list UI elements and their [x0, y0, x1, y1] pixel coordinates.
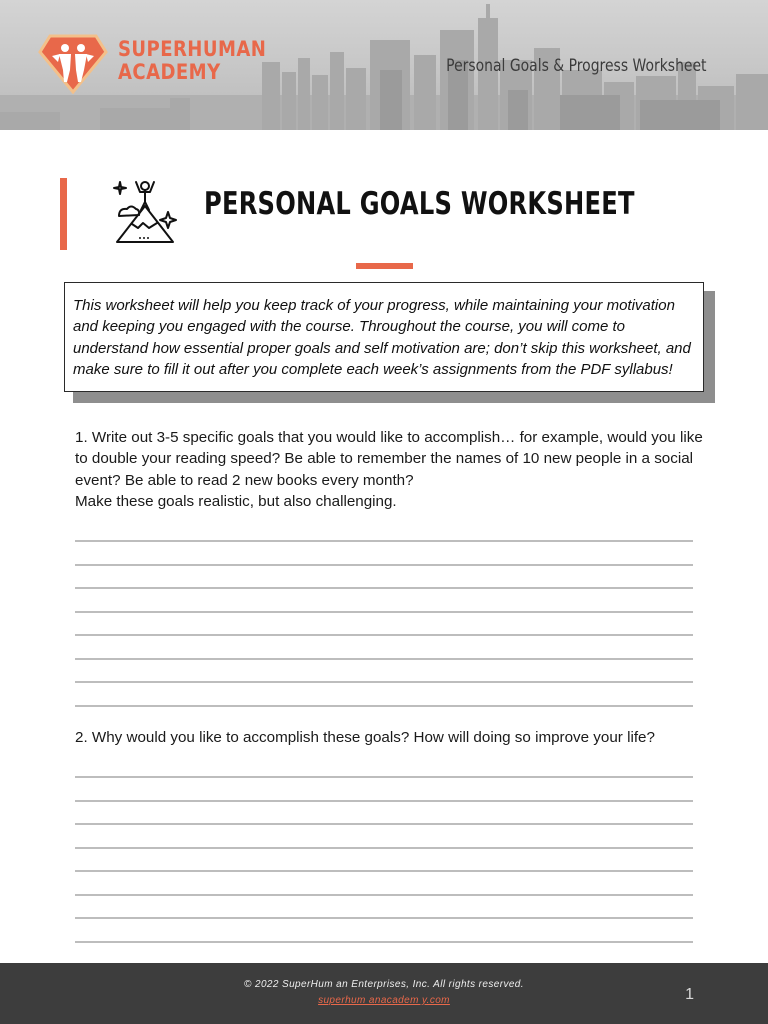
footer — [0, 963, 768, 1024]
header-banner — [0, 0, 768, 130]
answer-line[interactable] — [75, 587, 693, 589]
answer-line[interactable] — [75, 658, 693, 660]
question-1-text: 1. Write out 3-5 specific goals that you would like to accomplish… for example, would you like to double your reading speed? Be able to remember the names of 10 new people in a social event? Be able to read 2 new books every month? — [75, 429, 703, 489]
superhero-duo-badge-icon — [38, 34, 108, 94]
mountain-summit-icon — [110, 178, 180, 248]
header-document-title: Personal Goals & Progress Worksheet — [446, 56, 707, 76]
answer-line[interactable] — [75, 634, 693, 636]
question-2 — [75, 727, 705, 748]
answer-line[interactable] — [75, 540, 693, 542]
answer-line[interactable] — [75, 894, 693, 896]
copyright-text: © 2022 SuperHum an Enterprises, Inc. All rights reserved. — [244, 979, 524, 990]
brand-line-1: SUPERHUMAN — [118, 37, 267, 61]
question-1 — [75, 427, 705, 513]
answer-line[interactable] — [75, 611, 693, 613]
intro-box — [64, 282, 704, 392]
page-title: PERSONAL GOALS WORKSHEET — [204, 186, 635, 222]
intro-text: This worksheet will help you keep track of your progress, while maintaining your motivation and keeping you engaged with the course. Throughout the course, you will come to understand how essential proper goals and self motivation are; don’t skip this worksheet, and make sure to fill it out after you complete each week’s assignments from the PDF syllabus! — [73, 297, 691, 379]
brand-name — [118, 38, 278, 84]
answer-line[interactable] — [75, 564, 693, 566]
website-link[interactable]: superhum anacadem y.com — [318, 995, 450, 1006]
question-2-text: 2. Why would you like to accomplish these goals? How will doing so improve your life? — [75, 729, 655, 746]
answer-line[interactable] — [75, 917, 693, 919]
answer-line[interactable] — [75, 941, 693, 943]
title-underline — [356, 263, 413, 269]
answer-line[interactable] — [75, 847, 693, 849]
brand-line-2: ACADEMY — [118, 60, 221, 84]
answer-line[interactable] — [75, 823, 693, 825]
question-1-note: Make these goals realistic, but also challenging. — [75, 493, 397, 511]
title-accent-bar — [60, 178, 67, 250]
answer-lines-2[interactable] — [75, 776, 693, 964]
answer-line[interactable] — [75, 870, 693, 872]
answer-lines-1[interactable] — [75, 540, 693, 728]
page-number: 1 — [685, 986, 694, 1003]
answer-line[interactable] — [75, 776, 693, 778]
answer-line[interactable] — [75, 800, 693, 802]
answer-line[interactable] — [75, 705, 693, 707]
answer-line[interactable] — [75, 681, 693, 683]
